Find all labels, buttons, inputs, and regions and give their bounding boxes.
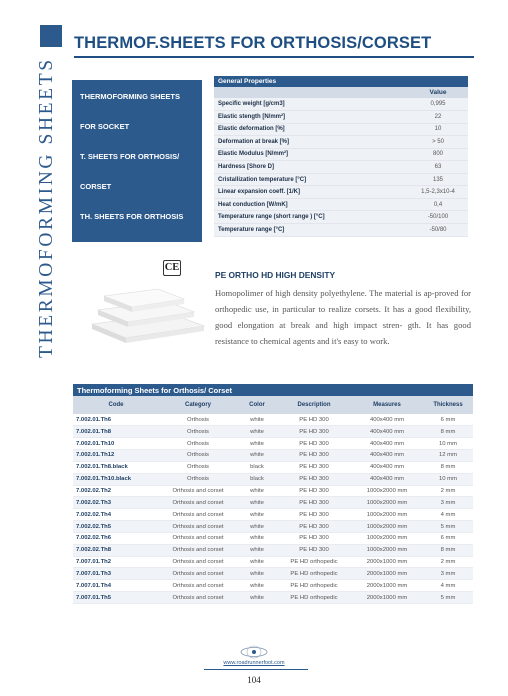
cell-color: white xyxy=(237,532,277,544)
section-navigation xyxy=(72,80,202,281)
table-row xyxy=(73,568,473,580)
nav-item-socket[interactable]: THERMOFORMING SHEETS xyxy=(80,92,181,101)
header-logo-square xyxy=(40,25,62,47)
cell-measures: 400x400 mm xyxy=(351,450,423,462)
table-row xyxy=(73,509,473,521)
cell-code: 7.007.01.Th2 xyxy=(73,556,159,568)
cell-description: PE HD 300 xyxy=(277,461,351,473)
property-label: Heat conduction [W/mK] xyxy=(214,198,408,211)
cell-thickness: 5 mm xyxy=(423,592,473,604)
cell-code: 7.007.01.Th5 xyxy=(73,592,159,604)
cell-category: Orthosis and corset xyxy=(159,592,237,604)
cell-description: PE HD 300 xyxy=(277,532,351,544)
cell-measures: 1000x2000 mm xyxy=(351,509,423,521)
property-row xyxy=(214,148,468,161)
cell-description: PE HD orthopedic xyxy=(277,592,351,604)
property-row xyxy=(214,111,468,124)
cell-color: white xyxy=(237,438,277,450)
property-value: 1,5-2,3x10-4 xyxy=(408,186,468,199)
products-table xyxy=(73,384,473,604)
cell-measures: 1000x2000 mm xyxy=(351,544,423,556)
cell-code: 7.002.01.Th8.black xyxy=(73,461,159,473)
property-row xyxy=(214,223,468,236)
cell-measures: 2000x1000 mm xyxy=(351,556,423,568)
column-header-description: Description xyxy=(277,396,351,414)
nav-item-socket-cont[interactable]: FOR SOCKET xyxy=(80,122,130,131)
property-value: 22 xyxy=(408,111,468,124)
cell-description: PE HD 300 xyxy=(277,521,351,533)
property-label: Deformation at break [%] xyxy=(214,136,408,149)
company-logo-icon xyxy=(233,645,275,659)
cell-measures: 2000x1000 mm xyxy=(351,580,423,592)
cell-code: 7.002.01.Th12 xyxy=(73,450,159,462)
property-label: Cristallization temperature [°C] xyxy=(214,173,408,186)
cell-thickness: 8 mm xyxy=(423,426,473,438)
cell-code: 7.007.01.Th3 xyxy=(73,568,159,580)
property-value: > 50 xyxy=(408,136,468,149)
cell-description: PE HD orthopedic xyxy=(277,568,351,580)
cell-code: 7.002.01.Th6 xyxy=(73,414,159,426)
cell-measures: 1000x2000 mm xyxy=(351,497,423,509)
table-row xyxy=(73,544,473,556)
cell-description: PE HD 300 xyxy=(277,473,351,485)
cell-code: 7.002.01.Th10 xyxy=(73,438,159,450)
cell-code: 7.002.02.Th2 xyxy=(73,485,159,497)
cell-description: PE HD 300 xyxy=(277,450,351,462)
table-row xyxy=(73,461,473,473)
property-row xyxy=(214,161,468,174)
cell-thickness: 6 mm xyxy=(423,532,473,544)
table-row xyxy=(73,414,473,426)
ce-mark-icon: CE xyxy=(163,260,181,276)
cell-color: white xyxy=(237,485,277,497)
properties-value-header: Value xyxy=(408,87,468,98)
property-row xyxy=(214,136,468,149)
cell-category: Orthosis and corset xyxy=(159,568,237,580)
cell-description: PE HD 300 xyxy=(277,426,351,438)
cell-category: Orthosis xyxy=(159,473,237,485)
cell-thickness: 12 mm xyxy=(423,450,473,462)
cell-code: 7.002.01.Th8 xyxy=(73,426,159,438)
nav-item-brace-corset[interactable]: TH. SHEETS FOR ORTHOSIS/ xyxy=(80,242,186,251)
column-header-color: Color xyxy=(237,396,277,414)
property-row xyxy=(214,198,468,211)
cell-code: 7.002.02.Th5 xyxy=(73,521,159,533)
table-row xyxy=(73,450,473,462)
cell-measures: 1000x2000 mm xyxy=(351,521,423,533)
property-label: Temperature range (short range ) [°C] xyxy=(214,211,408,224)
table-row xyxy=(73,426,473,438)
cell-measures: 400x400 mm xyxy=(351,438,423,450)
properties-label-header xyxy=(214,87,408,98)
cell-category: Orthosis xyxy=(159,438,237,450)
property-value: 135 xyxy=(408,173,468,186)
cell-color: white xyxy=(237,568,277,580)
property-label: Elastic Modulus [N/mm²] xyxy=(214,148,408,161)
property-label: Elastic deformation [%] xyxy=(214,123,408,136)
property-row xyxy=(214,98,468,111)
cell-thickness: 8 mm xyxy=(423,544,473,556)
cell-thickness: 5 mm xyxy=(423,521,473,533)
properties-table xyxy=(214,76,468,237)
property-label: Hardness [Shore D] xyxy=(214,161,408,174)
property-row xyxy=(214,186,468,199)
cell-category: Orthosis xyxy=(159,414,237,426)
nav-item-orthosis[interactable]: TH. SHEETS FOR ORTHOSIS xyxy=(80,212,184,221)
cell-category: Orthosis and corset xyxy=(159,497,237,509)
cell-measures: 2000x1000 mm xyxy=(351,568,423,580)
cell-color: white xyxy=(237,580,277,592)
cell-color: white xyxy=(237,556,277,568)
table-row xyxy=(73,556,473,568)
table-row xyxy=(73,438,473,450)
footer-url-link[interactable]: www.roadrunnerfoot.com xyxy=(223,660,285,666)
column-header-thickness: Thickness xyxy=(423,396,473,414)
cell-code: 7.002.01.Th10.black xyxy=(73,473,159,485)
property-label: Specific weight [g/cm3] xyxy=(214,98,408,111)
cell-thickness: 10 mm xyxy=(423,473,473,485)
column-header-code: Code xyxy=(73,396,159,414)
cell-description: PE HD 300 xyxy=(277,544,351,556)
cell-category: Orthosis and corset xyxy=(159,521,237,533)
cell-thickness: 8 mm xyxy=(423,461,473,473)
side-section-title: THERMOFORMING SHEETS xyxy=(36,57,57,358)
property-row xyxy=(214,211,468,224)
cell-category: Orthosis and corset xyxy=(159,532,237,544)
cell-color: white xyxy=(237,426,277,438)
property-value: 10 xyxy=(408,123,468,136)
table-row xyxy=(73,592,473,604)
cell-category: Orthosis and corset xyxy=(159,509,237,521)
table-row xyxy=(73,497,473,509)
cell-measures: 400x400 mm xyxy=(351,473,423,485)
cell-thickness: 2 mm xyxy=(423,485,473,497)
footer-divider xyxy=(204,669,308,670)
cell-color: white xyxy=(237,414,277,426)
property-value: 63 xyxy=(408,161,468,174)
cell-color: white xyxy=(237,497,277,509)
column-header-measures: Measures xyxy=(351,396,423,414)
cell-category: Orthosis xyxy=(159,450,237,462)
property-row xyxy=(214,173,468,186)
cell-color: black xyxy=(237,461,277,473)
nav-item-brace-corset-cont[interactable]: BRACE/CORSET xyxy=(80,272,141,281)
table-row xyxy=(73,532,473,544)
property-value: 0,4 xyxy=(408,198,468,211)
cell-description: PE HD 300 xyxy=(277,485,351,497)
cell-color: white xyxy=(237,450,277,462)
cell-code: 7.002.02.Th4 xyxy=(73,509,159,521)
cell-description: PE HD 300 xyxy=(277,497,351,509)
property-value: -50/100 xyxy=(408,211,468,224)
product-description: Homopolimer of high density polyethylene. The material is ap-proved for orthopedic use, in particular to realize corsets. It has a good flexibility, good elongation at break and high impact stren- gth. It has good resistance to chemical agents and it's easy to work. xyxy=(215,288,471,346)
cell-measures: 400x400 mm xyxy=(351,414,423,426)
header-divider xyxy=(74,56,474,58)
nav-item-orthosis-corset[interactable]: T. SHEETS FOR ORTHOSIS/ xyxy=(80,152,180,161)
property-label: Elastic stength [N/mm²] xyxy=(214,111,408,124)
property-label: Temperature range [°C] xyxy=(214,223,408,236)
cell-thickness: 3 mm xyxy=(423,568,473,580)
cell-measures: 400x400 mm xyxy=(351,461,423,473)
cell-code: 7.002.02.Th6 xyxy=(73,532,159,544)
cell-description: PE HD orthopedic xyxy=(277,580,351,592)
property-row xyxy=(214,123,468,136)
cell-measures: 400x400 mm xyxy=(351,426,423,438)
cell-color: white xyxy=(237,592,277,604)
cell-thickness: 3 mm xyxy=(423,497,473,509)
table-row xyxy=(73,580,473,592)
cell-thickness: 4 mm xyxy=(423,509,473,521)
cell-color: white xyxy=(237,521,277,533)
cell-thickness: 6 mm xyxy=(423,414,473,426)
table-row xyxy=(73,521,473,533)
property-value: 800 xyxy=(408,148,468,161)
cell-code: 7.002.02.Th3 xyxy=(73,497,159,509)
cell-category: Orthosis xyxy=(159,426,237,438)
page-number: 104 xyxy=(247,675,261,685)
product-title: PE ORTHO HD HIGH DENSITY xyxy=(215,270,336,280)
cell-color: black xyxy=(237,473,277,485)
cell-category: Orthosis and corset xyxy=(159,556,237,568)
cell-thickness: 4 mm xyxy=(423,580,473,592)
properties-title: General Properties xyxy=(214,76,468,87)
cell-thickness: 10 mm xyxy=(423,438,473,450)
nav-item-orthosis-corset-cont[interactable]: CORSET xyxy=(80,182,112,191)
cell-color: white xyxy=(237,544,277,556)
cell-code: 7.007.01.Th4 xyxy=(73,580,159,592)
page-title: THERMOF.SHEETS FOR ORTHOSIS/CORSET xyxy=(74,34,432,52)
cell-category: Orthosis and corset xyxy=(159,580,237,592)
cell-code: 7.002.02.Th8 xyxy=(73,544,159,556)
property-value: 0,995 xyxy=(408,98,468,111)
cell-measures: 2000x1000 mm xyxy=(351,592,423,604)
cell-measures: 1000x2000 mm xyxy=(351,532,423,544)
table-row xyxy=(73,485,473,497)
cell-color: white xyxy=(237,509,277,521)
cell-description: PE HD 300 xyxy=(277,438,351,450)
cell-measures: 1000x2000 mm xyxy=(351,485,423,497)
cell-category: Orthosis and corset xyxy=(159,485,237,497)
property-value: -50/80 xyxy=(408,223,468,236)
table-row xyxy=(73,473,473,485)
product-sheets-image xyxy=(86,280,206,352)
column-header-category: Category xyxy=(159,396,237,414)
products-table-title: Thermoforming Sheets for Orthosis/ Corset xyxy=(73,384,473,396)
cell-description: PE HD 300 xyxy=(277,509,351,521)
cell-description: PE HD 300 xyxy=(277,414,351,426)
cell-category: Orthosis and corset xyxy=(159,544,237,556)
property-label: Linear expansion coeff. [1/K] xyxy=(214,186,408,199)
cell-description: PE HD orthopedic xyxy=(277,556,351,568)
cell-thickness: 2 mm xyxy=(423,556,473,568)
cell-category: Orthosis xyxy=(159,461,237,473)
